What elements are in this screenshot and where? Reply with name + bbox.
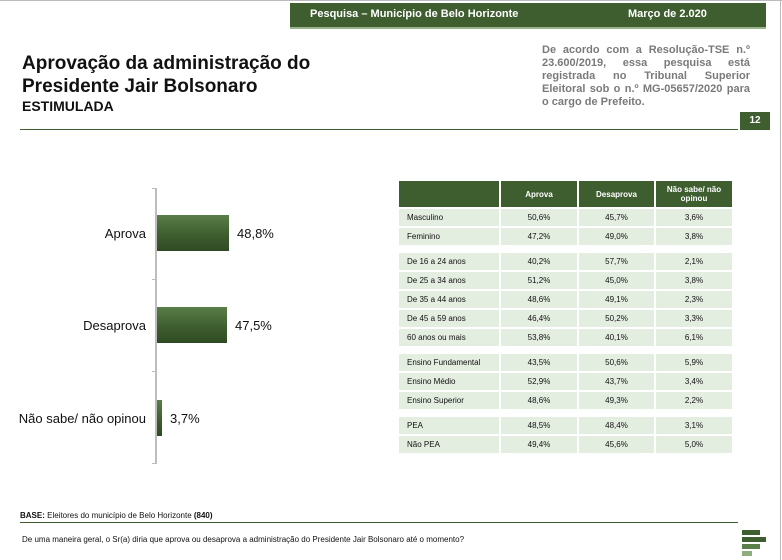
row-label: Ensino Superior [399, 390, 501, 409]
table-cell: 48,6% [501, 289, 579, 308]
table-header-row [399, 181, 732, 207]
row-label: De 35 a 44 anos [399, 289, 501, 308]
row-label: De 25 a 34 anos [399, 270, 501, 289]
table-cell: 48,5% [501, 415, 579, 434]
table-cell: 50,2% [579, 308, 656, 327]
row-label: Não PEA [399, 434, 501, 453]
table-cell: 50,6% [579, 352, 656, 371]
axis-tick [152, 463, 157, 464]
table-row [399, 226, 732, 245]
axis-tick [152, 188, 157, 189]
row-label: 60 anos ou mais [399, 327, 501, 346]
column-header [399, 181, 501, 207]
table-cell: 2,2% [656, 390, 732, 409]
row-label: De 45 a 59 anos [399, 308, 501, 327]
base-count: (840) [193, 511, 213, 520]
survey-label: Pesquisa – Município de Belo Horizonte [310, 8, 519, 20]
table-cell: 2,1% [656, 251, 732, 270]
table-cell: 43,5% [501, 352, 579, 371]
page-number: 12 [740, 112, 770, 130]
row-label: PEA [399, 415, 501, 434]
table-cell: 49,0% [579, 226, 656, 245]
table-cell: 2,3% [656, 289, 732, 308]
table-cell: 48,6% [501, 390, 579, 409]
table-cell: 5,0% [656, 434, 732, 453]
right-border [780, 0, 781, 560]
table-cell: 52,9% [501, 371, 579, 390]
row-label: Feminino [399, 226, 501, 245]
column-header: Aprova [501, 181, 579, 207]
top-border [0, 0, 782, 1]
category-label: Aprova [104, 226, 146, 241]
row-label: Ensino Médio [399, 371, 501, 390]
table-row [399, 434, 732, 453]
axis-tick [152, 279, 157, 280]
table-cell: 49,3% [579, 390, 656, 409]
crosstab-table [399, 181, 732, 453]
title-divider [20, 129, 738, 130]
table-cell: 40,2% [501, 251, 579, 270]
table-cell: 45,7% [579, 207, 656, 226]
table-cell: 53,8% [501, 327, 579, 346]
table-row [399, 390, 732, 409]
header-bar [290, 3, 766, 27]
logo-icon [742, 530, 766, 558]
bar [157, 215, 229, 251]
table-row [399, 270, 732, 289]
table-cell: 49,1% [579, 289, 656, 308]
row-label: Masculino [399, 207, 501, 226]
data-label: 47,5% [235, 318, 272, 333]
bar [157, 307, 227, 343]
table-cell: 50,6% [501, 207, 579, 226]
column-header: Desaprova [579, 181, 656, 207]
axis-tick [152, 371, 157, 372]
table-row [399, 251, 732, 270]
page-title: Aprovação da administração do Presidente Jair Bolsonaro [22, 53, 311, 97]
table-cell: 3,4% [656, 371, 732, 390]
category-label: Desaprova [83, 318, 146, 333]
base-text: Eleitores do município de Belo Horizonte [44, 511, 194, 520]
table-cell: 45,6% [579, 434, 656, 453]
registration-note: De acordo com a Resolução-TSE n.º 23.600/2019, essa pesquisa está registrada no Tribunal Superior Eleitoral sob o n.º MG-05657/2020 para o cargo de Prefeito. [542, 44, 750, 108]
table-row [399, 289, 732, 308]
footer-divider [20, 522, 738, 523]
table-cell: 6,1% [656, 327, 732, 346]
table-cell: 40,1% [579, 327, 656, 346]
table-cell: 3,6% [656, 207, 732, 226]
table-cell: 48,4% [579, 415, 656, 434]
table-cell: 3,1% [656, 415, 732, 434]
table-cell: 51,2% [501, 270, 579, 289]
table-cell: 57,7% [579, 251, 656, 270]
row-label: De 16 a 24 anos [399, 251, 501, 270]
table-row [399, 207, 732, 226]
table-cell: 3,8% [656, 270, 732, 289]
table-row [399, 415, 732, 434]
category-label: Não sabe/ não opinou [18, 411, 146, 426]
data-label: 48,8% [237, 226, 274, 241]
table-cell: 3,8% [656, 226, 732, 245]
base-note [20, 511, 213, 520]
table-cell: 47,2% [501, 226, 579, 245]
table-row [399, 327, 732, 346]
table-cell: 45,0% [579, 270, 656, 289]
page-subtitle: ESTIMULADA [22, 98, 114, 114]
base-label: BASE: [20, 511, 45, 520]
table-cell: 46,4% [501, 308, 579, 327]
date-label: Março de 2.020 [628, 8, 707, 20]
table-row [399, 352, 732, 371]
survey-question: De uma maneira geral, o Sr(a) diria que aprova ou desaprova a administração do Presidente Jair Bolsonaro até o momento? [22, 535, 465, 544]
row-label: Ensino Fundamental [399, 352, 501, 371]
table-row [399, 371, 732, 390]
table-cell: 49,4% [501, 434, 579, 453]
table-cell: 3,3% [656, 308, 732, 327]
table-cell: 5,9% [656, 352, 732, 371]
table-cell: 43,7% [579, 371, 656, 390]
bar [157, 400, 162, 436]
data-label: 3,7% [170, 411, 200, 426]
column-header: Não sabe/ não opinou [656, 181, 732, 207]
header-accent [290, 27, 766, 29]
table-row [399, 308, 732, 327]
